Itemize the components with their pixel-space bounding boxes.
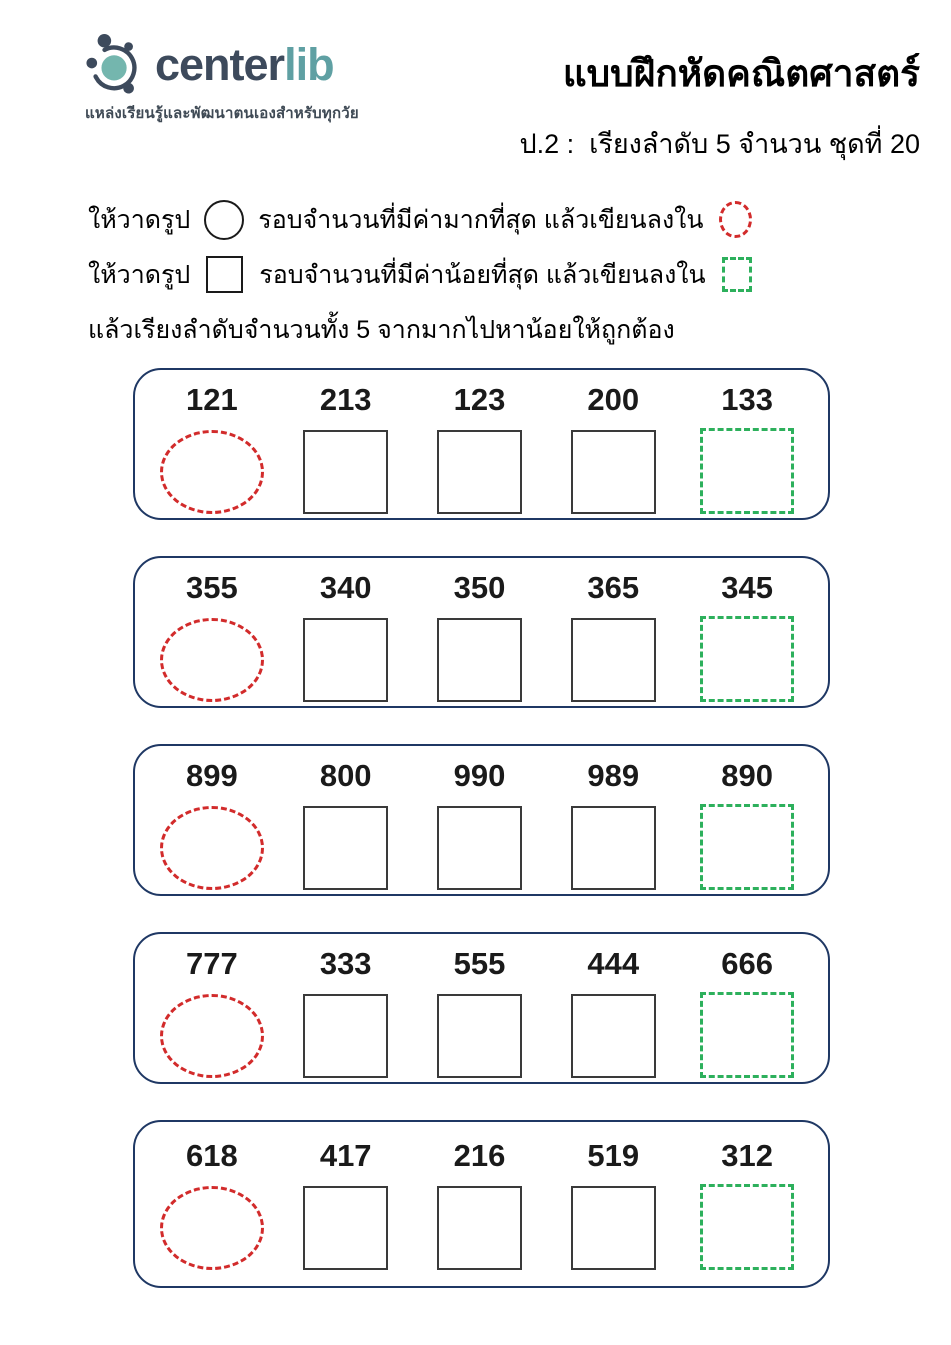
problem-box-4 — [133, 932, 830, 1084]
brand-tagline: แหล่งเรียนรู้และพัฒนาตนเองสำหรับทุกวัย — [85, 105, 359, 122]
problem-box-1 — [133, 368, 830, 520]
order-answer-box[interactable] — [303, 994, 388, 1078]
number-label: 990 — [453, 758, 506, 793]
number-label: 417 — [319, 1138, 372, 1173]
order-answer-box[interactable] — [303, 1186, 388, 1270]
brand-name: centerlib — [155, 38, 334, 90]
problem-box-3 — [133, 744, 830, 896]
solid-square-icon — [206, 256, 243, 293]
max-answer-ellipse[interactable] — [160, 430, 264, 514]
number-label: 989 — [587, 758, 640, 793]
order-answer-box[interactable] — [571, 1186, 656, 1270]
instruction-line-2 — [88, 247, 788, 302]
max-answer-ellipse[interactable] — [160, 994, 264, 1078]
min-answer-box[interactable] — [700, 1184, 794, 1270]
number-label: 123 — [453, 382, 506, 417]
number-label: 213 — [319, 382, 372, 417]
instruction-2-suffix: รอบจำนวนที่มีค่าน้อยที่สุด แล้วเขียนลงใน — [259, 260, 706, 289]
number-label: 555 — [453, 946, 506, 981]
centerlib-logo — [85, 33, 359, 125]
number-label: 345 — [721, 570, 773, 605]
number-label: 666 — [721, 946, 773, 981]
instruction-1-suffix: รอบจำนวนที่มีค่ามากที่สุด แล้วเขียนลงใน — [258, 205, 704, 234]
instructions-block — [88, 192, 788, 357]
green-dashed-square-icon — [722, 257, 752, 292]
min-answer-box[interactable] — [700, 804, 794, 890]
instruction-3-text: แล้วเรียงลำดับจำนวนทั้ง 5 จากมากไปหาน้อยให้ถูกต้อง — [88, 315, 675, 344]
number-label: 340 — [319, 570, 372, 605]
order-answer-box[interactable] — [437, 430, 522, 514]
max-answer-ellipse[interactable] — [160, 1186, 264, 1270]
solid-circle-icon — [204, 200, 244, 240]
problems-list — [133, 368, 830, 1324]
number-label: 890 — [721, 758, 773, 793]
min-answer-box[interactable] — [700, 992, 794, 1078]
order-answer-box[interactable] — [437, 618, 522, 702]
problem-box-2 — [133, 556, 830, 708]
number-label: 216 — [453, 1138, 506, 1173]
order-answer-box[interactable] — [303, 430, 388, 514]
number-label: 333 — [319, 946, 372, 981]
number-label: 899 — [186, 758, 238, 793]
instruction-line-1 — [88, 192, 788, 247]
number-label: 121 — [186, 382, 238, 417]
number-label: 200 — [587, 382, 640, 417]
number-label: 355 — [186, 570, 238, 605]
centerlib-logo-icon — [85, 33, 147, 95]
max-answer-ellipse[interactable] — [160, 618, 264, 702]
instruction-1-prefix: ให้วาดรูป — [88, 205, 191, 234]
page-subtitle: ป.2 : เรียงลำดับ 5 จำนวน ชุดที่ 20 — [519, 129, 920, 160]
min-answer-box[interactable] — [700, 616, 794, 702]
number-label: 519 — [587, 1138, 640, 1173]
problem-box-5 — [133, 1120, 830, 1288]
instruction-line-3 — [88, 302, 788, 357]
header-titles — [519, 52, 920, 165]
order-answer-box[interactable] — [437, 806, 522, 890]
number-label: 618 — [186, 1138, 238, 1173]
order-answer-box[interactable] — [303, 806, 388, 890]
instruction-2-prefix: ให้วาดรูป — [88, 260, 191, 289]
order-answer-box[interactable] — [303, 618, 388, 702]
order-answer-box[interactable] — [571, 430, 656, 514]
red-dashed-circle-icon — [719, 201, 752, 238]
order-answer-box[interactable] — [437, 994, 522, 1078]
number-label: 312 — [721, 1138, 773, 1173]
number-label: 800 — [319, 758, 372, 793]
number-label: 133 — [721, 382, 773, 417]
min-answer-box[interactable] — [700, 428, 794, 514]
number-label: 365 — [587, 570, 640, 605]
order-answer-box[interactable] — [571, 994, 656, 1078]
order-answer-box[interactable] — [571, 618, 656, 702]
max-answer-ellipse[interactable] — [160, 806, 264, 890]
order-answer-box[interactable] — [437, 1186, 522, 1270]
page-title: แบบฝึกหัดคณิตศาสตร์ — [562, 53, 920, 94]
number-label: 350 — [453, 570, 506, 605]
number-label: 777 — [186, 946, 238, 981]
number-label: 444 — [587, 946, 640, 981]
order-answer-box[interactable] — [571, 806, 656, 890]
